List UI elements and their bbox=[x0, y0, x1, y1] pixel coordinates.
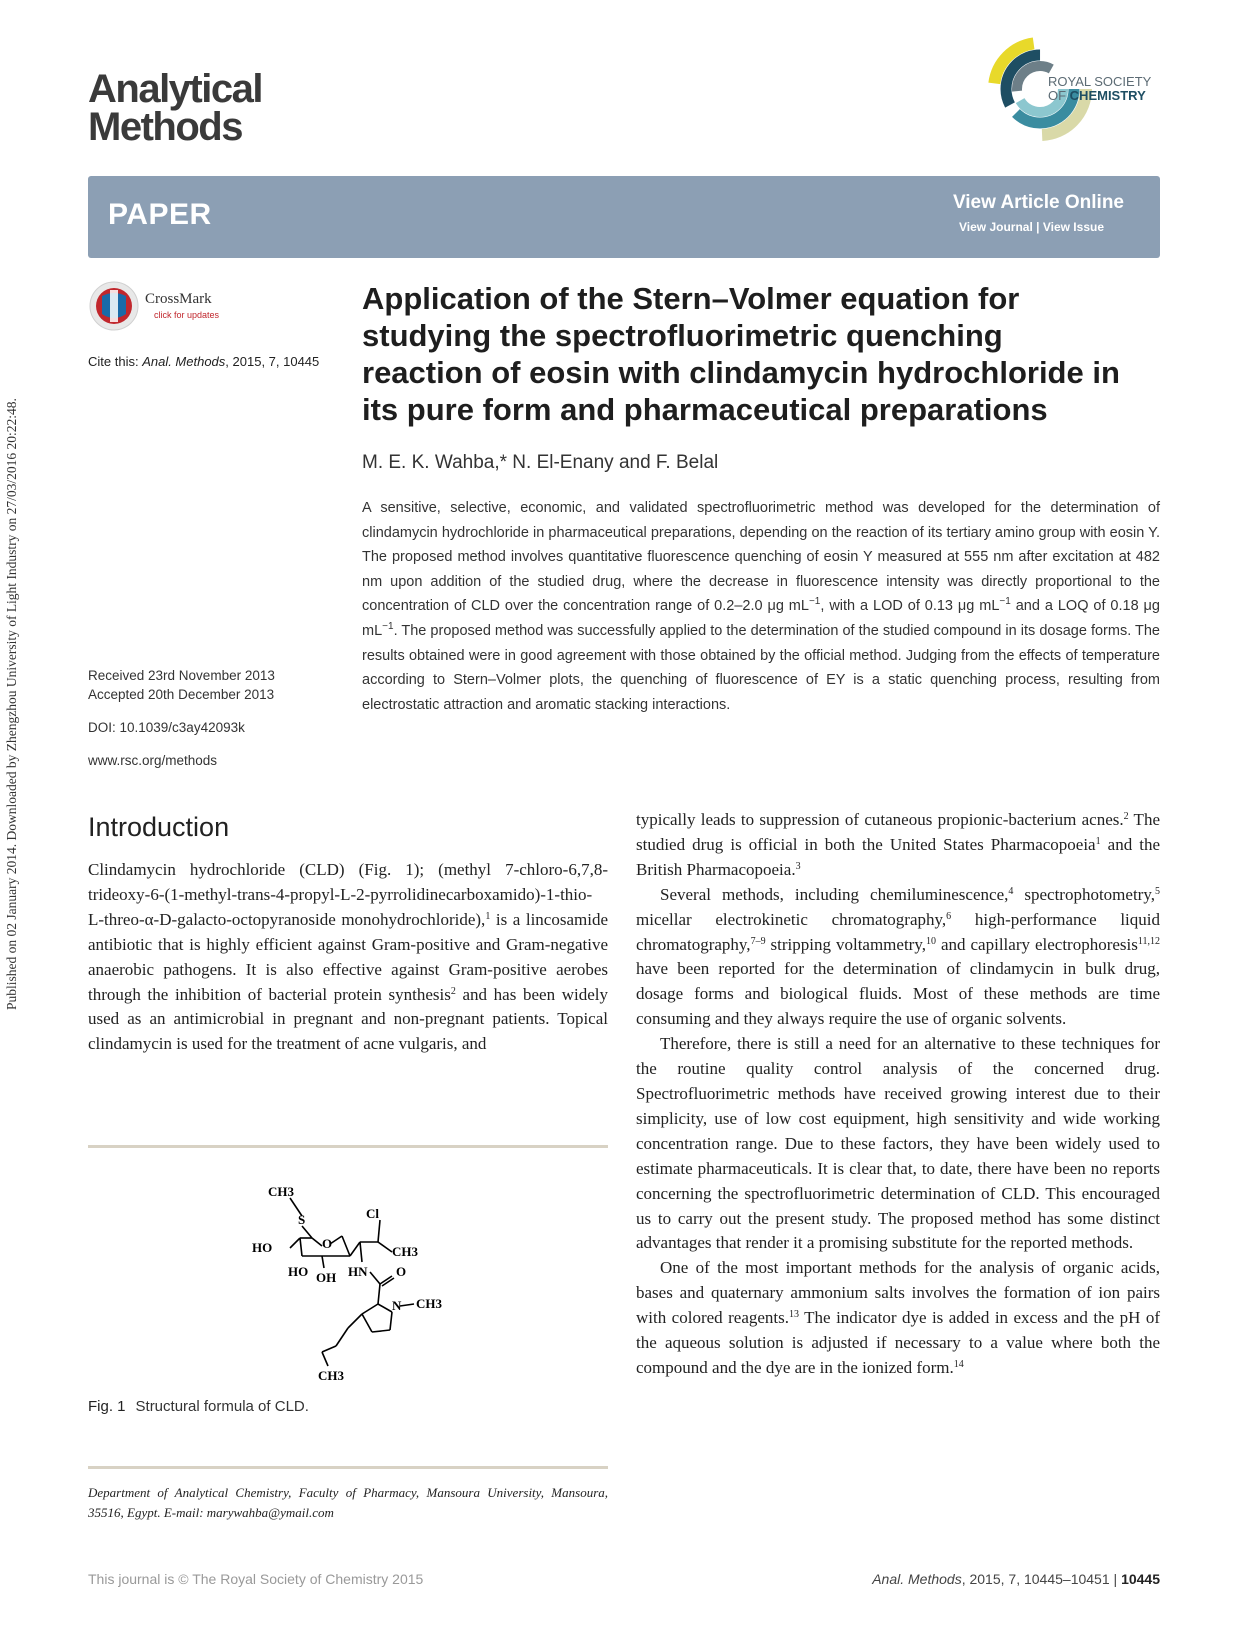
title-line: Application of the Stern–Volmer equation for bbox=[362, 281, 1020, 316]
atom-label: CH3 bbox=[392, 1244, 418, 1259]
abstract: A sensitive, selective, economic, and validated spectrofluorimetric method was developed for the determination of clindamycin hydrochloride in pharmaceutical preparations, depending on the reaction of its tertiary amino group with eosin Y. The proposed method involves quantitative fluorescence quenching of eosin Y measured at 555 nm after excitation at 482 nm upon addition of the studied drug, where the decrease in fluorescence intensity was directly proportional to the concentration of CLD over the concentration range of 0.2–2.0 μg $mL^{-1}$, with a LOD of 0.13 μg $mL^{-1}$ and a LOQ of 0.18 μg $mL^{-1}$. The proposed method was successfully applied to the determination of the studied compound in its dosage forms. The results obtained were in good agreement with those obtained by the official method. Judging from the effects of temperature according to Stern–Volmer plots, the quenching of fluorescence of EY is a static quenching process, resulting from electrostatic attraction and aromatic stacking interactions. bbox=[362, 500, 1160, 713]
view-article-online-link[interactable]: View Article Online bbox=[952, 192, 1124, 213]
link-separator: | bbox=[1036, 220, 1040, 234]
figure-top-rule bbox=[88, 1145, 608, 1148]
crossmark-sub: click for updates bbox=[154, 310, 220, 320]
authors: M. E. K. Wahba,* N. El-Enany and F. Belal bbox=[362, 452, 719, 473]
reference-link[interactable]: 6 bbox=[946, 910, 952, 922]
structure-bonds bbox=[290, 1198, 414, 1366]
journal-title-line1: Analytical bbox=[88, 67, 262, 111]
reference-link[interactable]: 10 bbox=[926, 935, 936, 947]
rsc-logo-line2-prefix: OF bbox=[1048, 88, 1070, 103]
intro-right-column bbox=[636, 808, 1160, 1381]
citation bbox=[88, 354, 319, 369]
download-watermark: Published on 02 January 2014. Downloaded by Zhengzhou University of Light Industry on 27/03/2016 20:22:48. bbox=[4, 398, 19, 1010]
article-title bbox=[362, 280, 1162, 428]
reference-link[interactable]: 13 bbox=[789, 1309, 800, 1321]
view-links bbox=[959, 220, 1104, 234]
received-date: Received 23rd November 2013 bbox=[88, 668, 275, 683]
crossmark-badge[interactable] bbox=[88, 280, 278, 336]
rsc-logo[interactable] bbox=[988, 34, 1164, 144]
crossmark-icon bbox=[88, 280, 140, 332]
page-number: 10445 bbox=[1121, 1571, 1160, 1587]
intro-paragraph: typically leads to suppression of cutaneous propionic-bacterium acnes.$^2$ The studied drug is official in both the United States Pharmacopoeia$^1$ and the British Pharmacopoeia.$^3$ bbox=[636, 810, 1160, 879]
reference-link[interactable]: 1 bbox=[485, 910, 491, 922]
footer-copyright: This journal is © The Royal Society of Chemistry 2015 bbox=[88, 1571, 424, 1587]
figure-caption bbox=[88, 1398, 309, 1415]
cite-journal: Anal. Methods bbox=[142, 354, 226, 369]
svg-text:OF CHEMISTRY bbox=[1048, 88, 1146, 103]
reference-link[interactable]: 7–9 bbox=[750, 935, 766, 947]
reference-link[interactable]: 2 bbox=[450, 985, 456, 997]
atom-label: OH bbox=[316, 1270, 337, 1285]
journal-website-link[interactable]: www.rsc.org/methods bbox=[88, 753, 218, 768]
atom-label: S bbox=[298, 1212, 306, 1227]
journal-title-line2: Methods bbox=[88, 105, 242, 149]
view-issue-link[interactable]: View Issue bbox=[1042, 220, 1104, 234]
footnote-rule bbox=[88, 1466, 608, 1469]
figure-caption-text: Structural formula of CLD. bbox=[135, 1398, 309, 1415]
accepted-date: Accepted 20th December 2013 bbox=[88, 687, 275, 702]
section-heading-introduction: Introduction bbox=[88, 812, 230, 842]
crossmark-name: CrossMark bbox=[145, 291, 212, 307]
intro-paragraph: Therefore, there is still a need for an alternative to these techniques for the routine quality control analysis of the concerned drug. Spectrofluorimetric methods have received growing interest due to their simplicity, use of low cost equipment, high sensitivity and wide working concentration range. Due to these factors, they have been widely used to estimate pharmaceuticals. It is clear that, to date, there have been no reports concerning the spectrofluorimetric determination of CLD. This encouraged us to carry out the present study. The proposed method has some distinct advantages that render it a promising substitute for the reported methods. bbox=[636, 1034, 1160, 1253]
title-line: studying the spectrofluorimetric quenching bbox=[362, 318, 1003, 353]
rsc-logo-line2-emph: CHEMISTRY bbox=[1069, 88, 1146, 103]
reference-link[interactable]: 4 bbox=[1008, 885, 1014, 897]
atom-label: CH3 bbox=[318, 1368, 344, 1383]
atom-label: O bbox=[396, 1264, 407, 1279]
atom-label: HO bbox=[288, 1264, 309, 1279]
author-affiliation: Department of Analytical Chemistry, Faculty of Pharmacy, Mansoura University, Mansoura, 35516, Egypt. E-mail: marywahba@ymail.com bbox=[88, 1485, 608, 1520]
cld-structure-diagram bbox=[240, 1180, 470, 1390]
reference-link[interactable]: 1 bbox=[1095, 835, 1101, 847]
rsc-logo-line1: ROYAL SOCIETY bbox=[1048, 74, 1152, 89]
atom-label: HN bbox=[348, 1264, 368, 1279]
reference-link[interactable]: 2 bbox=[1123, 811, 1129, 822]
figure-label: Fig. 1 bbox=[88, 1398, 126, 1415]
reference-link[interactable]: 14 bbox=[953, 1358, 964, 1370]
cite-label: Cite this: bbox=[88, 354, 143, 369]
atom-label: Cl bbox=[366, 1206, 379, 1221]
reference-link[interactable]: 5 bbox=[1154, 885, 1160, 897]
journal-title[interactable] bbox=[88, 67, 262, 149]
atom-label: HO bbox=[252, 1240, 273, 1255]
doi[interactable]: DOI: 10.1039/c3ay42093k bbox=[88, 720, 245, 735]
footer-citation: Anal. Methods, 2015, 7, 10445–10451 | 10445 bbox=[872, 1571, 1160, 1587]
view-journal-link[interactable]: View Journal bbox=[958, 220, 1033, 234]
intro-paragraph: One of the most important methods for the analysis of organic acids, bases and quaternary ammonium salts involves the formation of ion pairs with colored reagents.$^{13}$ The indicator dye is added in excess and the pH of the aqueous solution is adjusted if necessary to a value where both the compound and the dye are in the ionized form.$^{14}$ bbox=[636, 1258, 1160, 1377]
intro-paragraph: Several methods, including chemiluminescence,$^4$ spectrophotometry,$^5$ micellar electrokinetic chromatography,$^6$ high-performance liquid chromatography,$^{7-9}$ stripping voltammetry,$^{10}$ and capillary electrophoresis$^{11,12}$ have been reported for the determination of clindamycin in bulk drug, dosage forms and biological fluids. Most of these methods are time consuming and they always require the use of organic solvents. bbox=[636, 884, 1161, 1029]
title-line: reaction of eosin with clindamycin hydrochloride in bbox=[362, 355, 1120, 390]
atom-label: N bbox=[392, 1298, 402, 1313]
reference-link[interactable]: 3 bbox=[795, 860, 801, 872]
atom-label: CH3 bbox=[416, 1296, 442, 1311]
cite-rest: , 2015, 7, 10445 bbox=[225, 354, 320, 369]
title-line: its pure form and pharmaceutical preparations bbox=[362, 392, 1048, 427]
atom-label: O bbox=[322, 1236, 333, 1251]
atom-label: CH3 bbox=[268, 1184, 294, 1199]
article-type-banner bbox=[88, 176, 1160, 258]
article-type-label: PAPER bbox=[108, 198, 212, 231]
intro-paragraph-left: Clindamycin hydrochloride (CLD) (Fig. 1); (methyl 7-chloro-6,7,8-trideoxy-6-(1-methyl-trans-4-propyl-L-2-pyrrolidinecarboxamido)-1-thio-L-threo-α-D-galacto-octopyranoside monohydrochloride),$^1$ is a lincosamide antibiotic that is highly efficient against Gram-positive and Gram-negative anaerobic pathogens. It is also effective against Gram-positive aerobes through the inhibition of bacterial protein synthesis$^2$ and has been widely used as an antimicrobial in pregnant and non-pregnant patients. Topical clindamycin is used for the treatment of acne vulgaris, and bbox=[88, 860, 608, 1054]
reference-link[interactable]: 11,12 bbox=[1137, 935, 1161, 947]
